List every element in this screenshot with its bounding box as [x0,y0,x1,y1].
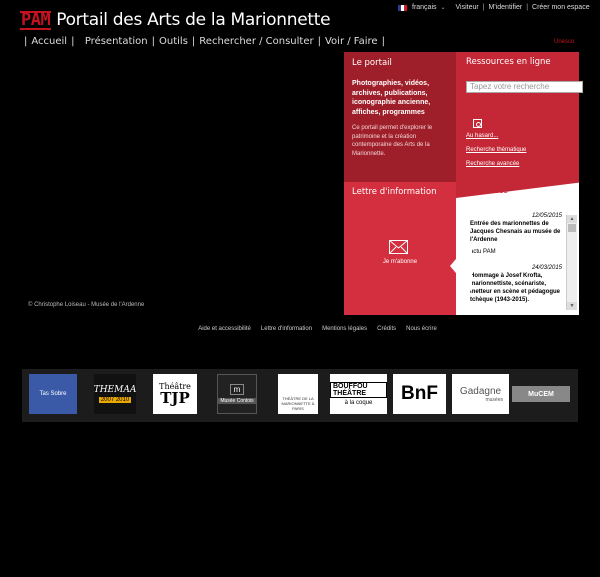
nav-item-voir-faire[interactable]: Voir / Faire [324,36,378,47]
partner-logo-tas-sobre[interactable]: Tas Sobre [29,374,77,414]
nav-item-presentation[interactable]: Présentation [84,36,148,47]
main-nav: | Accueil | Présentation | Outils | Rechercher / Consulter | Voir / Faire | [24,36,385,47]
signup-link[interactable]: Créer mon espace [532,4,590,11]
login-link[interactable]: M'identifier [488,4,523,11]
news-title[interactable]: Hommage à Josef Krofta, marionnettiste, scénariste, metteur en scène et pédagogue tchèque (1943-2015). [470,273,561,303]
news-item[interactable] [470,212,562,256]
scrollbar-thumb[interactable] [568,224,576,232]
partner-logo-theatre-marionnette-paris[interactable]: THÉÂTRE DE LA MARIONNETTE À PARIS [278,374,318,414]
news-category: actu PAM [470,249,496,255]
site-title: Portail des Arts de la Marionnette [56,10,331,30]
french-flag-icon [398,5,407,11]
random-link[interactable]: Au hasard... [466,133,499,139]
partner-logo-gadagne[interactable]: Gadagne musées [452,374,509,414]
scroll-down-icon[interactable]: ▼ [567,302,577,310]
footer-link-newsletter[interactable]: Lettre d'information [260,326,313,332]
footer-link-accessibility[interactable]: Aide et accessibilité [198,326,251,332]
nav-item-accueil[interactable]: Accueil [31,36,68,47]
footer-link-contact[interactable]: Nous écrire [406,326,437,332]
partner-logo-musee-contois[interactable]: m Musée Contois [217,374,257,414]
advanced-search-link[interactable]: Recherche avancée [466,161,520,167]
partner-logo-mucem[interactable]: MuCEM [512,386,570,402]
photo-credit: © Christophe Loiseau - Musée de l'Ardenne [28,302,145,308]
newsletter-notch [450,240,472,292]
site-logo[interactable] [20,9,330,31]
thematic-search-link[interactable]: Recherche thématique [466,147,527,153]
top-bar: français ⌄ Visiteur | M'identifier | Créer mon espace [398,4,590,11]
search-input[interactable]: Tapez votre recherche [466,81,583,93]
news-date: 24/03/2015 [531,265,562,271]
newsletter-box [344,182,456,315]
mail-icon[interactable] [389,240,408,254]
partner-logo-themaa[interactable]: THEMAA 2007 2010 [94,374,136,414]
scroll-up-icon[interactable]: ▲ [567,215,577,223]
footer-links [0,326,600,332]
home-panel [344,52,579,315]
nav-item-rechercher[interactable]: Rechercher / Consulter [199,36,314,47]
partners-strip [22,369,578,422]
partner-logo-tjp[interactable]: Théâtre TJP [153,374,197,414]
nav-item-outils[interactable]: Outils [159,36,188,47]
ressources-box [456,52,579,182]
language-selector[interactable]: français [412,4,437,11]
footer-link-credits[interactable]: Crédits [377,326,397,332]
partner-logo-bnf[interactable]: BnF [393,374,446,414]
news-title[interactable]: Entrée des marionnettes de Jacques Chesnais au musée de l'Ardenne [470,221,561,243]
newsletter-heading: Lettre d'information [352,187,437,197]
portail-description: Ce portail permet d'explorer le patrimoine et la création contemporaine des Arts de la Marionnette. [352,125,433,157]
unesco-link[interactable]: Unesco [554,39,575,45]
subscribe-link[interactable]: Je m'abonne [382,259,418,265]
portail-content-types: Photographies, vidéos, archives, publications, iconographie ancienne, affiches, programmes [352,80,431,116]
news-date: 12/05/2015 [531,213,562,219]
visitor-label: Visiteur [455,4,479,11]
footer-link-legal[interactable]: Mentions légales [322,326,368,332]
news-item[interactable] [470,264,562,304]
partner-logo-bouffou[interactable]: BOUFFOU THÉÂTRE à la coque [330,374,387,414]
ressources-heading: Ressources en ligne [466,57,551,67]
news-scrollbar[interactable] [566,215,577,310]
portail-box [344,52,456,182]
portail-heading: Le portail [352,58,392,68]
random-search-icon[interactable] [473,119,482,128]
logo-mark: PAM [21,9,51,30]
chevron-down-icon[interactable]: ⌄ [440,5,446,11]
